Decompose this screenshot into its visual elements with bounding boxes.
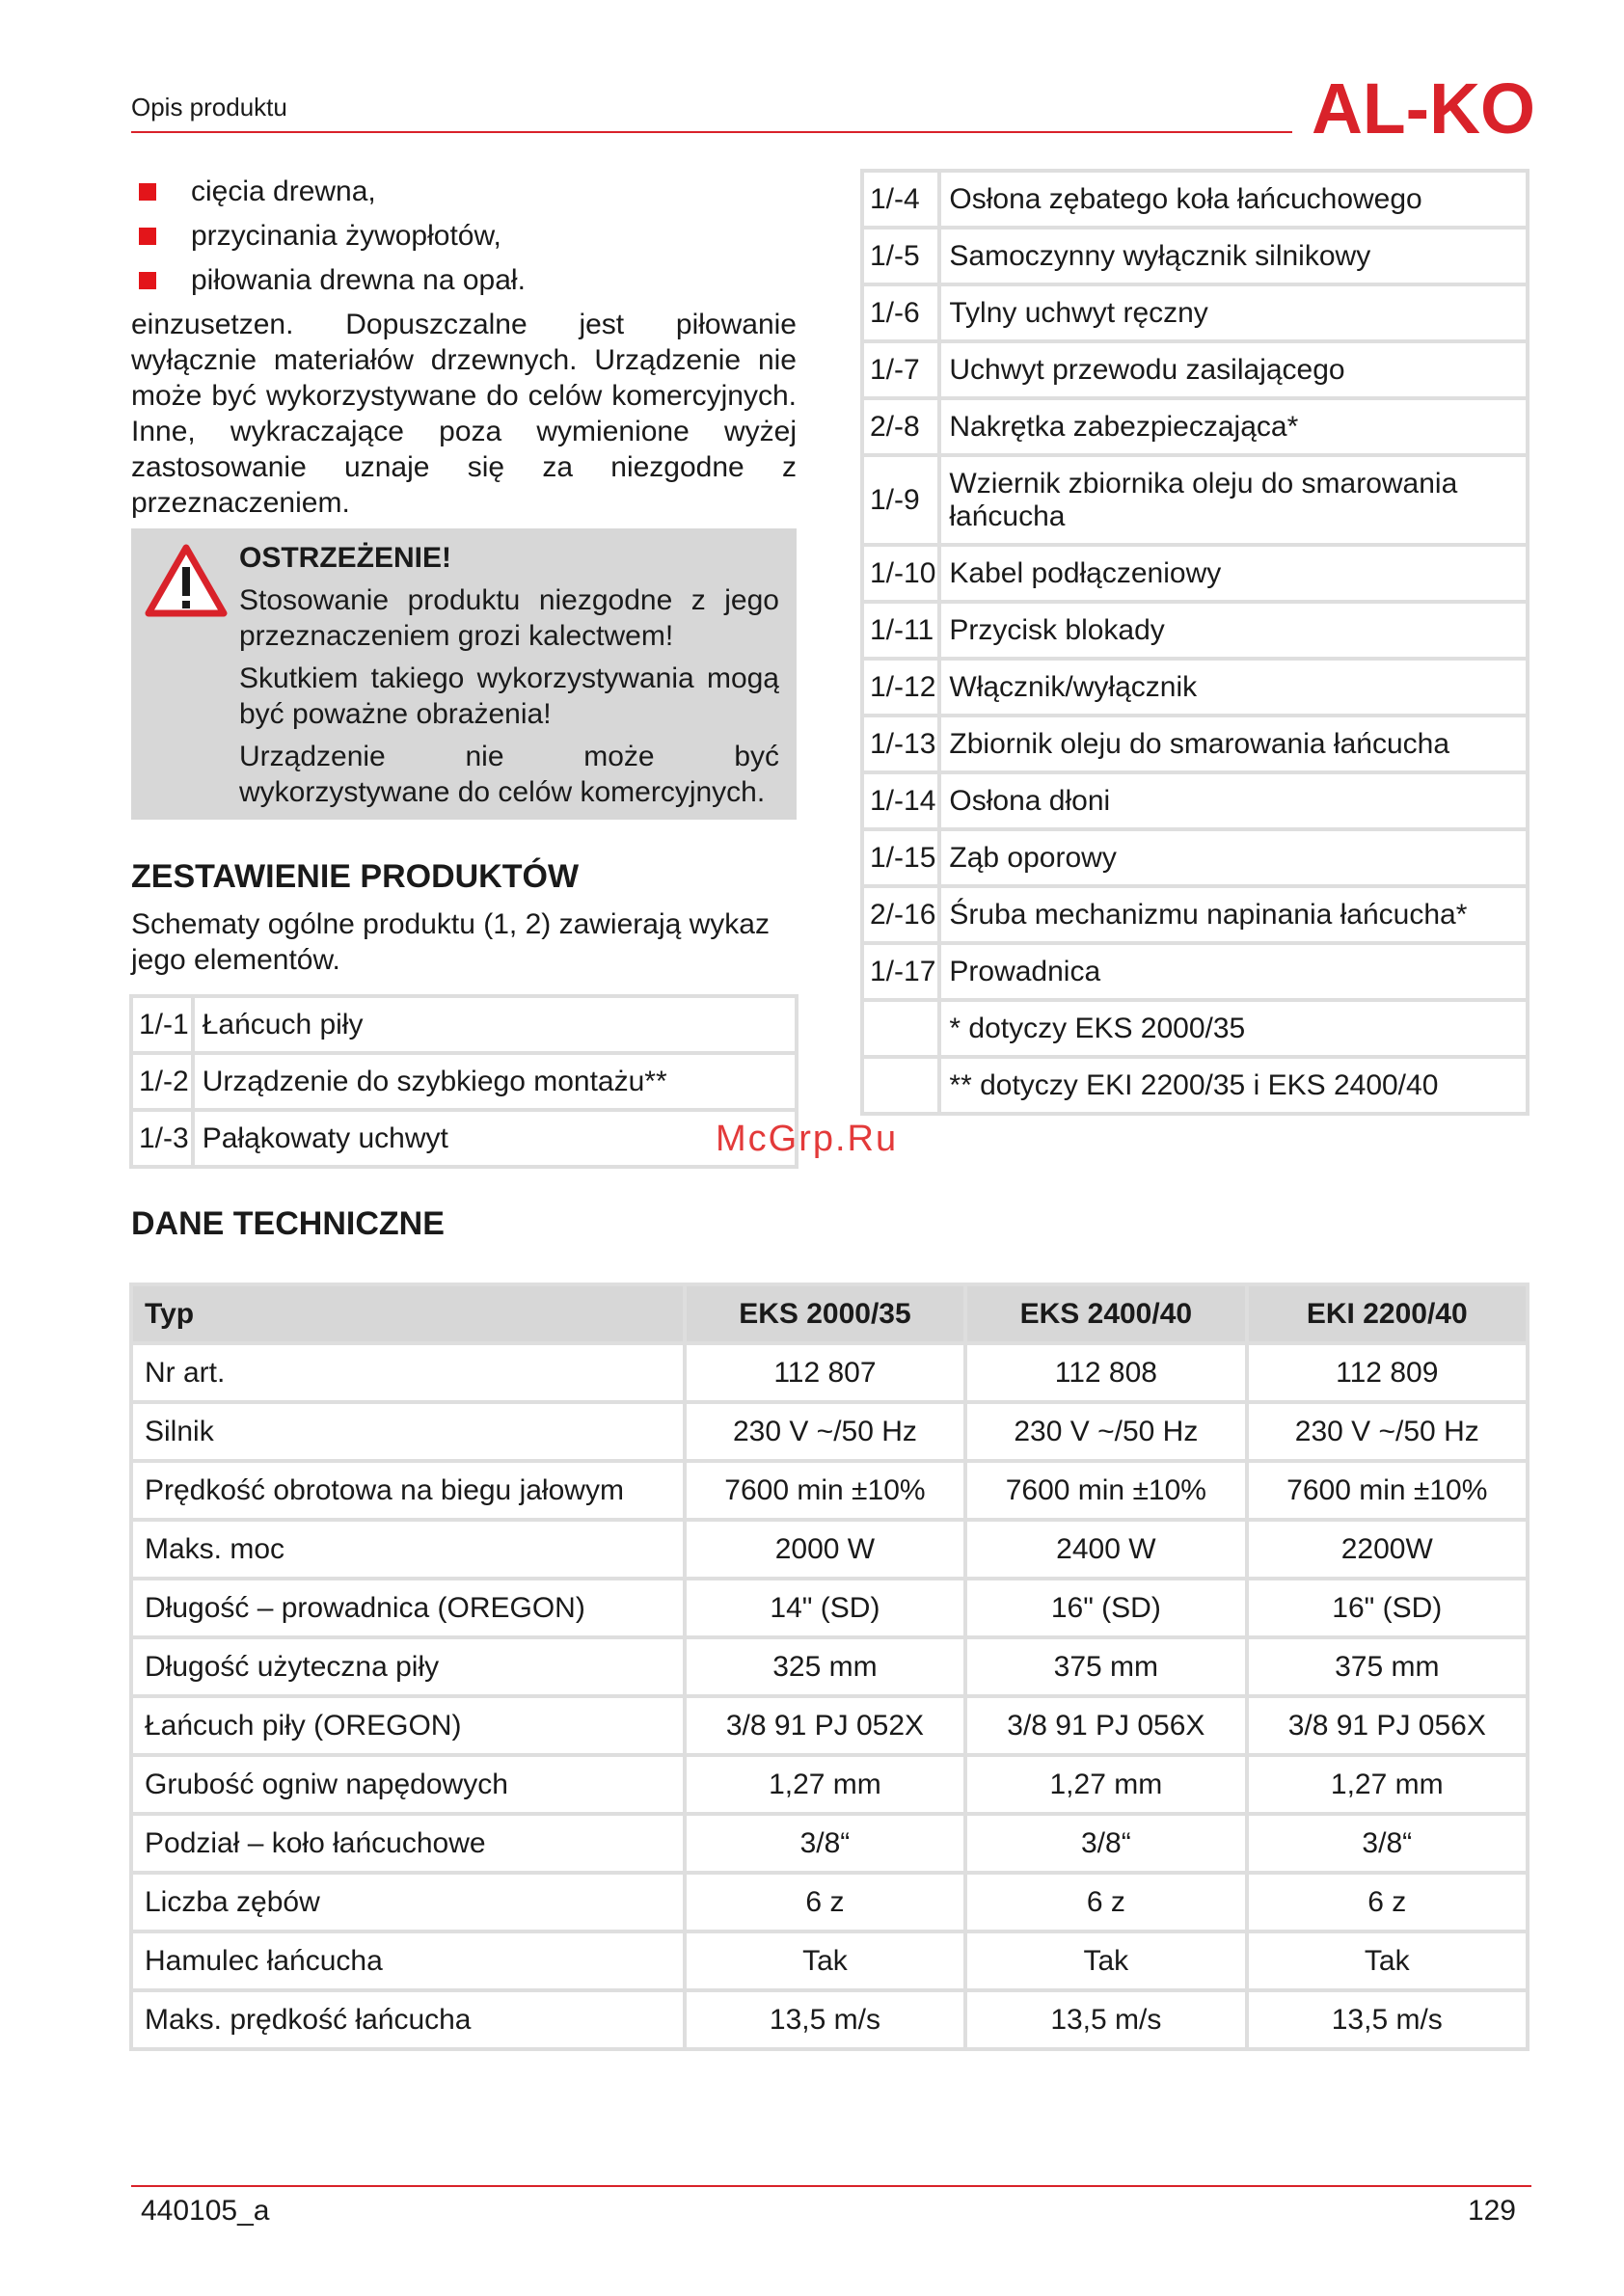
table-row (862, 772, 1528, 829)
table-row (131, 1696, 1528, 1755)
part-number: 1/-5 (862, 228, 939, 284)
spec-label: Łańcuch piły (OREGON) (131, 1696, 685, 1755)
svg-text:AL-KO: AL-KO (1312, 75, 1535, 141)
table-row (862, 659, 1528, 716)
table-row (131, 1053, 797, 1110)
part-name: Wziernik zbiornika oleju do smarowania łańcucha (939, 455, 1528, 545)
spec-value: 3/8 91 PJ 056X (965, 1696, 1246, 1755)
spec-table (129, 1283, 1529, 2051)
table-row (862, 1000, 1528, 1057)
spec-value: 2400 W (965, 1520, 1246, 1579)
part-number: 2/-16 (862, 886, 939, 943)
column-header: Typ (131, 1284, 685, 1343)
spec-value: 7600 min ±10% (1247, 1461, 1528, 1520)
list-item: cięcia drewna, (131, 170, 797, 214)
table-row (862, 341, 1528, 398)
part-name: Łańcuch piły (193, 996, 797, 1053)
part-name: Nakrętka zabezpieczająca* (939, 398, 1528, 455)
spec-label: Maks. prędkość łańcucha (131, 1990, 685, 2049)
table-row (862, 284, 1528, 341)
spec-value: 2200W (1247, 1520, 1528, 1579)
part-name: Zbiornik oleju do smarowania łańcucha (939, 716, 1528, 772)
part-name: Ząb oporowy (939, 829, 1528, 886)
part-name: Przycisk blokady (939, 602, 1528, 659)
spec-value: 3/8“ (685, 1814, 965, 1873)
spec-label: Liczba zębów (131, 1873, 685, 1931)
section-title: Opis produktu (131, 93, 287, 122)
spec-label: Grubość ogniw napędowych (131, 1755, 685, 1814)
table-row (131, 1931, 1528, 1990)
part-name: Uchwyt przewodu zasilającego (939, 341, 1528, 398)
spec-value: 6 z (965, 1873, 1246, 1931)
table-row (131, 1343, 1528, 1402)
spec-value: 13,5 m/s (965, 1990, 1246, 2049)
footnote: * dotyczy EKS 2000/35 (939, 1000, 1528, 1057)
table-row (862, 455, 1528, 545)
table-row (862, 943, 1528, 1000)
spec-label: Maks. moc (131, 1520, 685, 1579)
part-name: Tylny uchwyt ręczny (939, 284, 1528, 341)
part-number: 1/-11 (862, 602, 939, 659)
part-number: 1/-6 (862, 284, 939, 341)
part-name: Śruba mechanizmu napinania łańcucha* (939, 886, 1528, 943)
parts-table (129, 994, 798, 1169)
spec-value: 230 V ~/50 Hz (1247, 1402, 1528, 1461)
part-number: 1/-15 (862, 829, 939, 886)
bullet-square-icon (139, 272, 156, 289)
part-number: 1/-2 (131, 1053, 193, 1110)
spec-value: 230 V ~/50 Hz (685, 1402, 965, 1461)
table-row (131, 1873, 1528, 1931)
table-row (131, 1579, 1528, 1637)
section-heading: ZESTAWIENIE PRODUKTÓW (131, 858, 580, 895)
part-name: Pałąkowaty uchwyt (193, 1110, 797, 1167)
table-row (862, 171, 1528, 228)
table-row (131, 996, 797, 1053)
part-number: 1/-17 (862, 943, 939, 1000)
section-text: Schematy ogólne produktu (1, 2) zawierają wykaz jego elementów. (131, 908, 770, 976)
table-row (862, 716, 1528, 772)
table-row (862, 398, 1528, 455)
header-rule (131, 131, 1292, 133)
spec-value: 325 mm (685, 1637, 965, 1696)
spec-label: Długość – prowadnica (OREGON) (131, 1579, 685, 1637)
spec-value: 375 mm (965, 1637, 1246, 1696)
spec-value: 112 809 (1247, 1343, 1528, 1402)
spec-label: Długość użyteczna piły (131, 1637, 685, 1696)
spec-value: 13,5 m/s (685, 1990, 965, 2049)
watermark: McGrp.Ru (716, 1119, 899, 1159)
spec-label: Podział – koło łańcuchowe (131, 1814, 685, 1873)
part-number (862, 1057, 939, 1114)
footnote: ** dotyczy EKI 2200/35 i EKS 2400/40 (939, 1057, 1528, 1114)
spec-value: 230 V ~/50 Hz (965, 1402, 1246, 1461)
spec-value: 3/8“ (1247, 1814, 1528, 1873)
spec-value: 3/8 91 PJ 056X (1247, 1696, 1528, 1755)
footer-rule (131, 2185, 1531, 2187)
spec-value: 1,27 mm (1247, 1755, 1528, 1814)
usage-bullet-list (131, 170, 797, 303)
bullet-square-icon (139, 228, 156, 245)
section-heading: DANE TECHNICZNE (131, 1205, 445, 1242)
table-row (862, 886, 1528, 943)
spec-value: Tak (1247, 1931, 1528, 1990)
parts-table (860, 169, 1529, 1116)
spec-value: 1,27 mm (965, 1755, 1246, 1814)
spec-value: 16" (SD) (965, 1579, 1246, 1637)
table-row (131, 1637, 1528, 1696)
spec-value: 7600 min ±10% (965, 1461, 1246, 1520)
spec-value: 6 z (1247, 1873, 1528, 1931)
spec-value: 6 z (685, 1873, 965, 1931)
part-name: Urządzenie do szybkiego montażu** (193, 1053, 797, 1110)
spec-label: Prędkość obrotowa na biegu jałowym (131, 1461, 685, 1520)
spec-value: Tak (685, 1931, 965, 1990)
warning-text: Skutkiem takiego wykorzystywania mogą być poważne obrażenia! (239, 662, 779, 730)
part-name: Włącznik/wyłącznik (939, 659, 1528, 716)
spec-value: 112 807 (685, 1343, 965, 1402)
table-row (131, 1990, 1528, 2049)
spec-value: 112 808 (965, 1343, 1246, 1402)
warning-triangle-icon (145, 544, 228, 617)
spec-value: Tak (965, 1931, 1246, 1990)
page-number: 129 (1467, 2195, 1516, 2227)
part-number: 1/-14 (862, 772, 939, 829)
part-number: 1/-7 (862, 341, 939, 398)
list-item: przycinania żywopłotów, (131, 214, 797, 258)
part-name: Samoczynny wyłącznik silnikowy (939, 228, 1528, 284)
spec-value: 14" (SD) (685, 1579, 965, 1637)
table-row (862, 829, 1528, 886)
column-header: EKS 2400/40 (965, 1284, 1246, 1343)
alko-logo (1312, 75, 1535, 141)
spec-value: 3/8 91 PJ 052X (685, 1696, 965, 1755)
warning-text: Urządzenie nie może być wykorzystywane do celów komercyjnych. (239, 741, 779, 808)
part-name: Prowadnica (939, 943, 1528, 1000)
column-header: EKS 2000/35 (685, 1284, 965, 1343)
part-number: 1/-12 (862, 659, 939, 716)
part-number: 2/-8 (862, 398, 939, 455)
spec-label: Nr art. (131, 1343, 685, 1402)
part-name: Osłona zębatego koła łańcuchowego (939, 171, 1528, 228)
part-number: 1/-10 (862, 545, 939, 602)
table-row (862, 228, 1528, 284)
spec-value: 2000 W (685, 1520, 965, 1579)
part-number: 1/-1 (131, 996, 193, 1053)
warning-text: Stosowanie produktu niezgodne z jego przeznaczeniem grozi kalectwem! (239, 584, 779, 652)
bullet-square-icon (139, 183, 156, 201)
part-name: Kabel podłączeniowy (939, 545, 1528, 602)
spec-label: Hamulec łańcucha (131, 1931, 685, 1990)
table-row (862, 1057, 1528, 1114)
table-row (862, 602, 1528, 659)
intro-paragraph: einzusetzen. Dopuszczalne jest piłowanie wyłącznie materiałów drzewnych. Urządzenie nie może być wykorzystywane do celów komercyjnych. Inne, wykraczające poza wymienione wyżej zastosowanie uznaje się za niezgodne z przeznaczeniem. (131, 309, 797, 519)
part-number: 1/-13 (862, 716, 939, 772)
table-row (131, 1461, 1528, 1520)
part-number: 1/-4 (862, 171, 939, 228)
spec-value: 3/8“ (965, 1814, 1246, 1873)
spec-value: 13,5 m/s (1247, 1990, 1528, 2049)
part-name: Osłona dłoni (939, 772, 1528, 829)
warning-box (131, 528, 797, 820)
list-item: piłowania drewna na opał. (131, 258, 797, 303)
table-header-row (131, 1284, 1528, 1343)
column-header: EKI 2200/40 (1247, 1284, 1528, 1343)
table-row (131, 1520, 1528, 1579)
table-row (131, 1814, 1528, 1873)
table-row (131, 1110, 797, 1167)
table-row (131, 1755, 1528, 1814)
table-row (131, 1402, 1528, 1461)
spec-value: 7600 min ±10% (685, 1461, 965, 1520)
part-number: 1/-3 (131, 1110, 193, 1167)
part-number: 1/-9 (862, 455, 939, 545)
part-number (862, 1000, 939, 1057)
spec-value: 375 mm (1247, 1637, 1528, 1696)
warning-title: OSTRZEŻENIE! (239, 542, 452, 574)
spec-value: 16" (SD) (1247, 1579, 1528, 1637)
spec-value: 1,27 mm (685, 1755, 965, 1814)
document-code: 440105_a (141, 2195, 270, 2227)
spec-label: Silnik (131, 1402, 685, 1461)
table-row (862, 545, 1528, 602)
